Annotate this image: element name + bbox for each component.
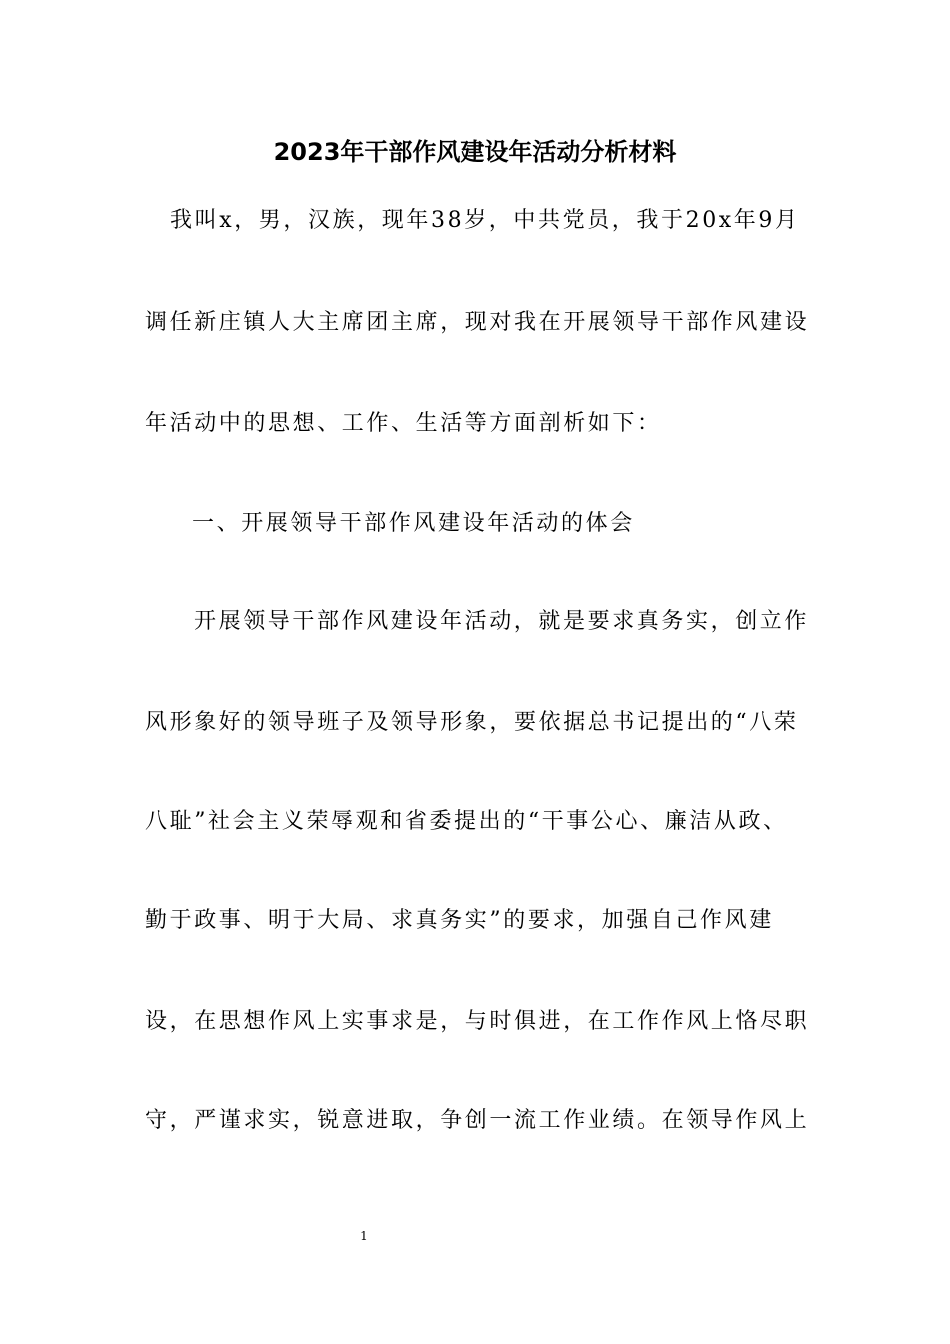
- body-line: 八耻”社会主义荣辱观和省委提出的“干事公心、廉洁从政、: [145, 809, 788, 834]
- section-heading: 一、开展领导干部作风建设年活动的体会: [192, 511, 635, 536]
- body-line: 设，在思想作风上实事求是，与时俱进，在工作作风上恪尽职: [145, 1009, 810, 1034]
- body-line: 勤于政事、明于大局、求真务实”的要求，加强自己作风建: [145, 908, 774, 933]
- body-line: 我叫x，男，汉族，现年38岁，中共党员，我于20x年9月: [170, 208, 800, 233]
- body-line: 开展领导干部作风建设年活动，就是要求真务实，创立作: [194, 609, 810, 634]
- document-title: 2023年干部作风建设年活动分析材料: [273, 138, 677, 166]
- body-line: 调任新庄镇人大主席团主席，现对我在开展领导干部作风建设: [145, 310, 810, 335]
- page-number: 1: [360, 1229, 368, 1243]
- body-line: 风形象好的领导班子及领导形象，要依据总书记提出的“八荣: [145, 710, 799, 735]
- body-line: 守，严谨求实，锐意进取，争创一流工作业绩。在领导作风上: [145, 1108, 810, 1133]
- body-line: 年活动中的思想、工作、生活等方面剖析如下：: [145, 411, 662, 436]
